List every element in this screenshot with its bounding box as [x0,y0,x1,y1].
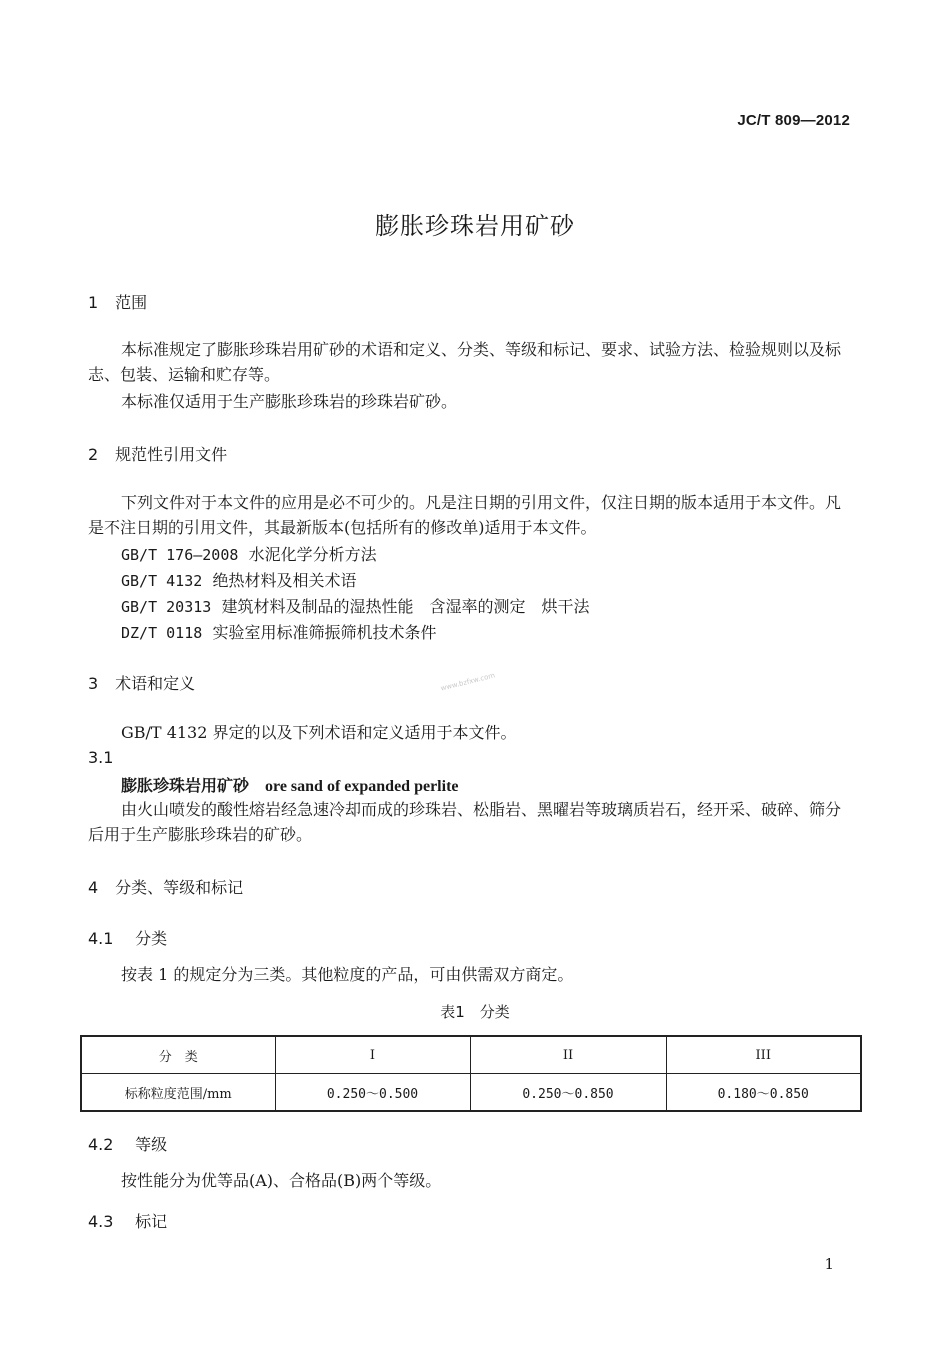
section-number: 3 [88,674,99,693]
term-chinese: 膨胀珍珠岩用矿砂 [121,776,250,795]
section-1-paragraph-1: 本标准规定了膨胀珍珠岩用矿砂的术语和定义、分类、等级和标记、要求、试验方法、检验规则以及标志、包装、运输和贮存等。 [88,340,842,384]
subsection-4-1-paragraph: 按表 1 的规定分为三类。其他粒度的产品，可由供需双方商定。 [121,965,574,984]
subsection-number: 4.1 [88,929,114,948]
section-number: 1 [88,293,99,312]
subsection-3-1-number: 3.1 [88,748,114,767]
table-cell: 标称粒度范围/mm [81,1074,275,1112]
section-3-heading [88,671,195,694]
classification-table [80,1035,862,1112]
reference-code: GB/T 20313 [121,598,212,616]
reference-code: GB/T 176—2008 [121,546,239,564]
subsection-title: 等级 [135,1135,168,1154]
subsection-4-2-heading [88,1132,167,1155]
subsection-number: 4.2 [88,1135,114,1154]
table-header-cell: III [666,1036,861,1074]
subsection-number: 4.3 [88,1212,114,1231]
term-entry [121,773,459,796]
table-header-cell: II [470,1036,666,1074]
reference-title: 实验室用标准筛振筛机技术条件 [212,623,437,642]
section-2-paragraph: 下列文件对于本文件的应用是必不可少的。凡是注日期的引用文件，仅注日期的版本适用于本文件。凡是不注日期的引用文件，其最新版本(包括所有的修改单)适用于本文件。 [88,493,842,537]
subsection-title: 标记 [135,1212,168,1231]
normative-reference [121,594,590,617]
subsection-title: 分类 [135,929,168,948]
reference-code: DZ/T 0118 [121,624,203,642]
reference-title: 绝热材料及相关术语 [212,571,357,590]
document-title: 膨胀珍珠岩用矿砂 [375,212,575,240]
page-number: 1 [824,1255,834,1273]
reference-code: GB/T 4132 [121,572,203,590]
section-title: 规范性引用文件 [115,445,228,464]
table-row [81,1074,861,1112]
table-cell: 0.250～0.850 [470,1074,666,1112]
section-1-heading [88,290,147,313]
section-4-heading [88,875,243,898]
table-caption: 表1 分类 [440,1003,510,1021]
table-header-cell: 分 类 [81,1036,275,1074]
normative-reference [121,620,436,643]
section-1-paragraph-2: 本标准仅适用于生产膨胀珍珠岩的珍珠岩矿砂。 [121,392,458,411]
section-title: 分类、等级和标记 [115,878,244,897]
table-cell: 0.180～0.850 [666,1074,861,1112]
table-cell: 0.250～0.500 [275,1074,470,1112]
subsection-4-3-heading [88,1209,167,1232]
normative-reference [121,542,377,565]
term-english: ore sand of expanded perlite [265,778,459,795]
reference-title: 建筑材料及制品的湿热性能 含湿率的测定 烘干法 [221,597,590,616]
normative-reference [121,568,356,591]
standard-number: JC/T 809—2012 [737,112,850,129]
table-header-cell: I [275,1036,470,1074]
section-title: 范围 [115,293,148,312]
term-definition: 由火山喷发的酸性熔岩经急速冷却而成的珍珠岩、松脂岩、黑曜岩等玻璃质岩石，经开采、破碎、筛分后用于生产膨胀珍珠岩的矿砂。 [88,800,842,844]
watermark: www.bzfxw.com [439,671,496,693]
section-2-heading [88,442,227,465]
section-title: 术语和定义 [115,674,196,693]
section-number: 2 [88,445,99,464]
subsection-4-2-paragraph: 按性能分为优等品(A)、合格品(B)两个等级。 [121,1171,442,1190]
table-header-row [81,1036,861,1074]
subsection-4-1-heading [88,926,167,949]
section-3-paragraph: GB/T 4132 界定的以及下列术语和定义适用于本文件。 [121,723,517,742]
reference-title: 水泥化学分析方法 [248,545,377,564]
section-number: 4 [88,878,99,897]
